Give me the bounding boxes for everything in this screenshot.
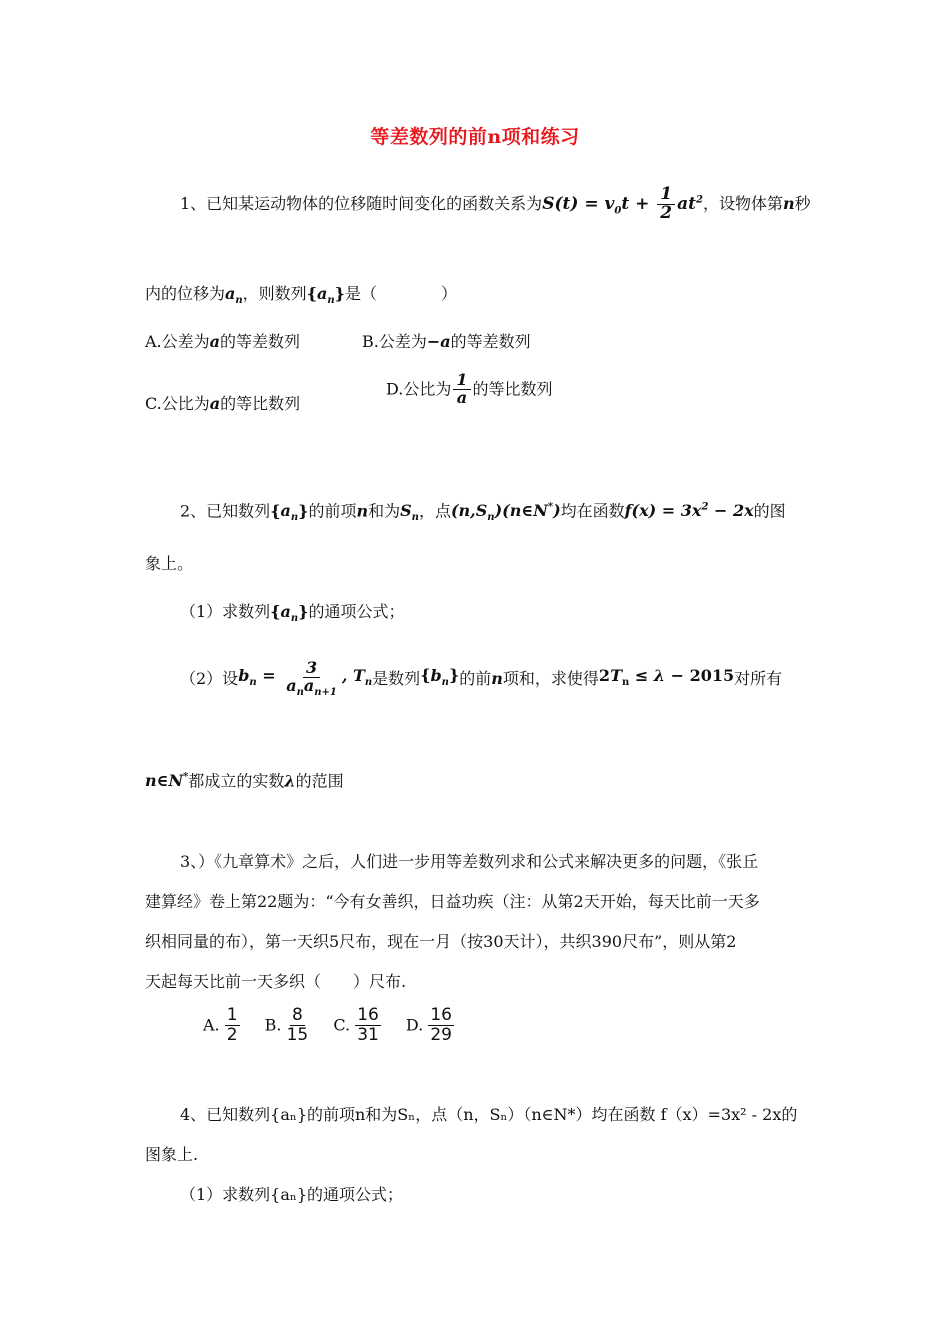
q2-p2-a: （2）设 [180,669,239,689]
q1-opt-c-end: 的等比数列 [220,394,301,413]
q4-part1: （1）求数列{aₙ}的通项公式； [180,1185,404,1204]
q1-opt-b-label: B.公差为 [362,332,427,351]
q2-last-c: 的范围 [295,771,344,791]
q1-tail2: 秒 [794,193,811,213]
q3-options [203,1006,454,1044]
q3-line1: 3、）《九章算术》之后，人们进一步用等差数列求和公式来解决更多的问题，《张丘 [180,852,759,871]
q3-opt-d-num: 16 [430,1005,452,1025]
page-title: 等差数列的前n项和练习 [370,126,580,148]
q3-opt-d-label: D. [405,1015,424,1035]
q3-opt-a-num: 1 [226,1005,238,1025]
q3-opt-a-label: A. [203,1015,220,1035]
q1-lead: 1、已知某运动物体的位移随时间变化的函数关系为 [180,193,543,213]
q4-line2: 图象上. [145,1145,199,1164]
q3-option-c [333,1005,386,1045]
q3-line4: 天起每天比前一天多织（ ）尺布. [145,972,407,991]
q1-line2 [145,282,457,313]
q3-option-d [405,1005,454,1045]
q1-n: n [782,193,795,213]
q1-option-c: C.公比为a的等比数列 [145,394,301,413]
q3-opt-c-den: 31 [357,1024,379,1045]
q2-part2: （2）设$b_n$ = $\frac{3}{a_na_{n+1}}$ , $T_n$是数列$\{b_n\}$的前n项和，求使得$2T_n \le \lambda - 2015$对所有 [180,658,783,698]
q2-p2-e: 对所有 [734,669,783,689]
q1-tail1: ，设物体第 [702,193,783,213]
q3-opt-b-label: B. [264,1015,282,1035]
q2-line2: 象上。 [145,554,194,573]
q3-opt-d-den: 29 [430,1024,452,1045]
q2-lead: 2、已知数列 [180,501,271,521]
q1-line2-c: 是（ ） [344,284,457,303]
q1-line2-b: ，则数列 [242,284,307,303]
q1-option-b: B.公差为−a的等差数列 [362,332,531,351]
q1-opt-a-label: A.公差为 [145,332,210,351]
q3-opt-a-den: 2 [226,1024,238,1045]
q1-seq: $\{a_n\}$ [306,284,345,307]
q2-mid3: ，点 [418,501,451,521]
q1-opt-a-end: 的等差数列 [220,332,301,351]
q1-line1 [180,186,811,223]
q1-opt-c-label: C.公比为 [145,394,210,413]
q3-option-a [203,1005,245,1045]
q1-opt-d-label: D.公比为 [386,379,452,399]
q1-an: $a_n$ [225,284,243,307]
q1-option-a: A.公差为a的等差数列 [145,332,301,351]
q2-last-b: 都成立的实数 [188,771,285,791]
q3-opt-c-num: 16 [357,1005,379,1025]
q1-opt-d-end: 的等比数列 [472,379,553,399]
q2-line-last: n∈N*都成立的实数λ的范围 [145,771,344,791]
q2-mid1: 的前项 [308,501,357,521]
q2-p2-b: 是数列 [372,669,421,689]
q3-option-b [264,1005,314,1045]
q4-line1: 4、已知数列{aₙ}的前项n和为Sₙ，点（n，Sₙ）（n∈N*）均在函数 f（x）=3x² - 2x的 [180,1105,798,1124]
q2-line1: 2、已知数列$\{a_n\}$的前项n和为$S_n$，点$(n,S_n)(n\in N^*)$均在函数$f(x) = 3x^2 - 2x$的图 [180,501,786,524]
q3-line2: 建算经》卷上第22题为：“今有女善织，日益功疾（注：从第2天开始，每天比前一天多 [145,892,760,911]
q1-line2-a: 内的位移为 [145,284,226,303]
q2-p1-a: （1）求数列 [180,602,271,621]
q1-formula: $S(t) = v_0t$ + $\frac{1}{2}$ $at^2$ [542,184,703,223]
q3-line3: 织相同量的布），第一天织5尺布，现在一月（按30天计），共织390尺布”，则从第2 [145,932,737,951]
q3-opt-b-den: 15 [286,1024,309,1045]
q1-option-d: D.公比为 $\frac{1}{a}$ 的等比数列 [386,370,553,407]
q2-func: $f(x) = 3x^2 - 2x$ [624,501,754,521]
q2-p1-b: 的通项公式； [308,602,405,621]
q2-part1: （1）求数列$\{a_n\}$的通项公式； [180,602,405,625]
q2-p2-d: 项和，求使得 [502,669,599,689]
q3-opt-b-num: 8 [292,1005,303,1025]
q2-mid2: 和为 [368,501,401,521]
q3-opt-c-label: C. [333,1015,351,1035]
q2-tail: 的图 [753,501,786,521]
q2-mid4: 均在函数 [560,501,625,521]
q2-p2-c: 的前 [459,669,492,689]
q1-opt-b-end: 的等差数列 [450,332,531,351]
